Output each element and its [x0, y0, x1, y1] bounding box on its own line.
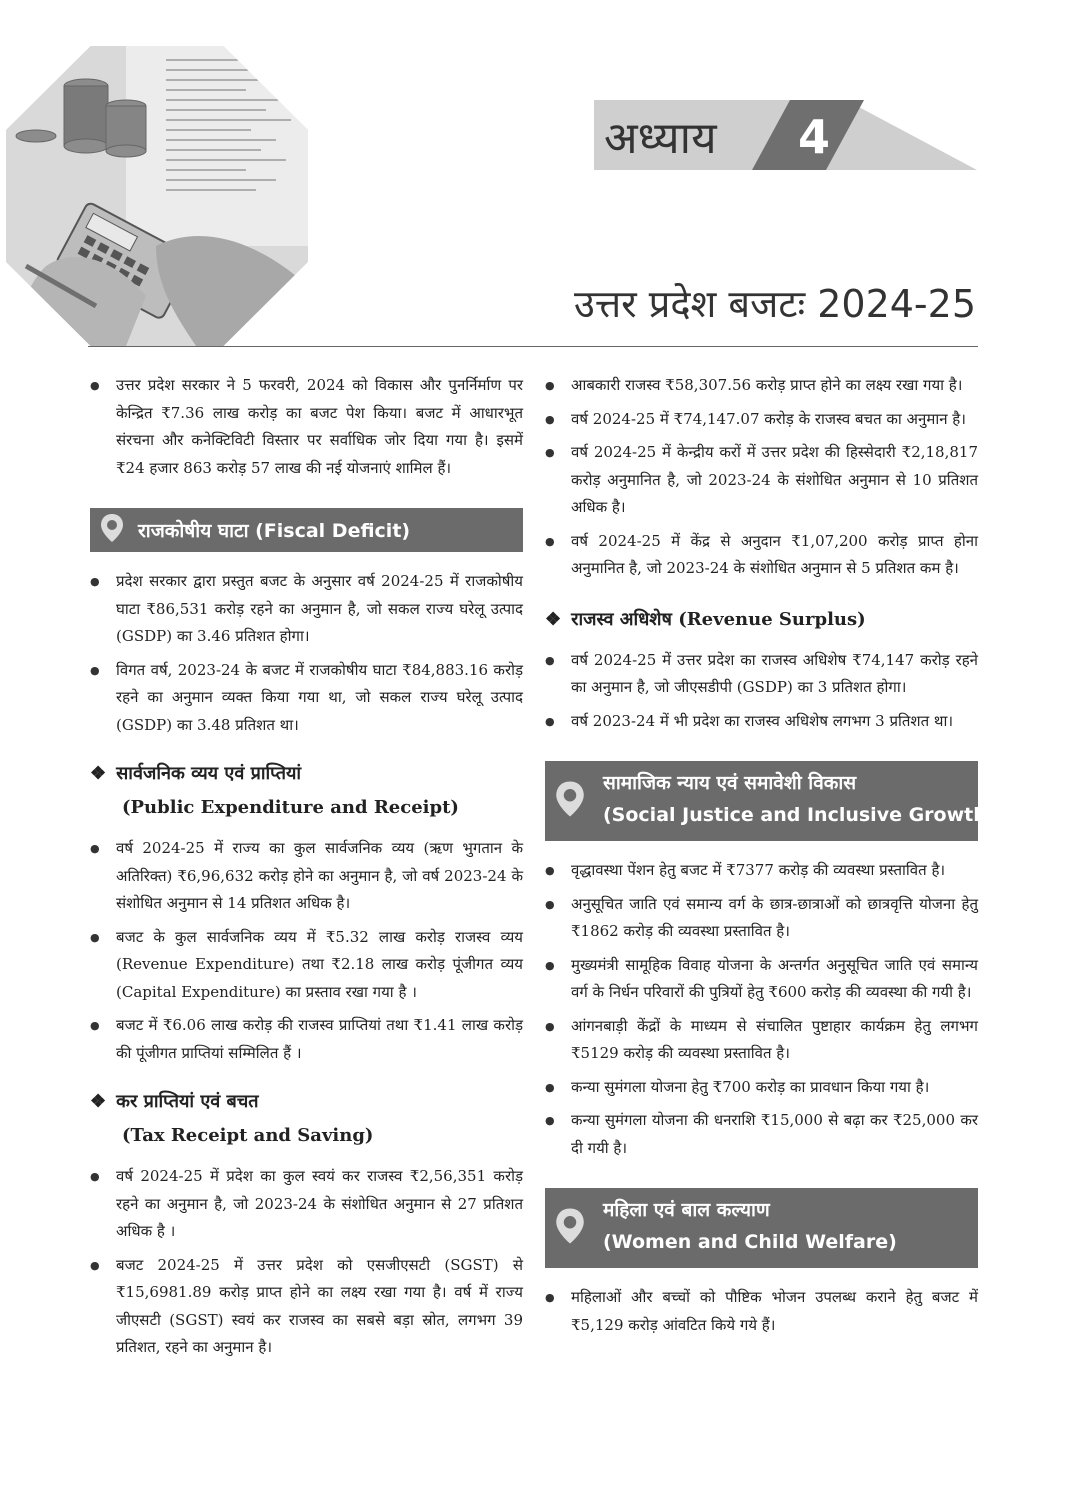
social-justice-list	[545, 857, 978, 1162]
pub-heading-hi: सार्वजनिक व्यय एवं प्राप्तियां	[116, 763, 302, 784]
list-item: ● बजट 2024-25 में उत्तर प्रदेश को एसजीएसटी (SGST) से ₹15,6981.89 करोड़ प्राप्त होने का लक्ष्य रखा गया है। वर्ष में राज्य जीएसटी (SGST) स्वयं कर राजस्व का सबसे बड़ा स्रोत, लगभग 39 प्रतिशत, रहने का अनुमान है।	[90, 1252, 523, 1362]
right-column	[545, 372, 996, 1345]
tax-heading-en: (Tax Receipt and Saving)	[122, 1125, 374, 1146]
diamond-bullet-icon: ❖	[90, 1091, 107, 1112]
list-item: ● वर्ष 2024-25 में उत्तर प्रदेश का राजस्व अधिशेष ₹74,147 करोड़ रहने का अनुमान है, जो जीएसडीपी (GSDP) का 3 प्रतिशत होगा।	[545, 647, 978, 702]
women-child-heading	[545, 1188, 978, 1268]
tax-receipt-list-continued	[545, 372, 978, 583]
list-item: ● वर्ष 2024-25 में राज्य का कुल सार्वजनिक व्यय (ऋण भुगतान के अतिरिक्त) ₹6,96,632 करोड़ होने का अनुमान है, जो वर्ष 2023-24 के संशोधित अनुमान से 14 प्रतिशत अधिक है।	[90, 835, 523, 918]
list-item: ● वर्ष 2023-24 में भी प्रदेश का राजस्व अधिशेष लगभग 3 प्रतिशत था।	[545, 708, 978, 736]
social-justice-heading	[545, 761, 996, 841]
diamond-bullet-icon: ❖	[545, 608, 562, 630]
fiscal-deficit-heading	[90, 508, 523, 552]
social-heading-text	[603, 767, 995, 831]
tax-heading-hi: कर प्राप्तियां एवं बचत	[116, 1091, 259, 1112]
women-heading-text	[603, 1194, 897, 1258]
map-pin-icon	[100, 513, 124, 547]
fiscal-list	[90, 568, 523, 739]
tax-receipt-list	[90, 1163, 523, 1362]
list-item: ● बजट में ₹6.06 लाख करोड़ की राजस्व प्राप्तियां तथा ₹1.41 लाख करोड़ की पूंजीगत प्राप्तियां सम्मिलित हैं ।	[90, 1012, 523, 1067]
surplus-heading-text: राजस्व अधिशेष (Revenue Surplus)	[571, 608, 866, 630]
list-item: ● वृद्धावस्था पेंशन हेतु बजट में ₹7377 करोड़ की व्यवस्था प्रस्तावित है।	[545, 857, 978, 885]
list-item: ● प्रदेश सरकार द्वारा प्रस्तुत बजट के अनुसार वर्ष 2024-25 में राजकोषीय घाटा ₹86,531 करोड़ रहने का अनुमान है, जो सकल राज्य घरेलू उत्पाद (GSDP) का 3.46 प्रतिशत होगा।	[90, 568, 523, 651]
list-item: ● आबकारी राजस्व ₹58,307.56 करोड़ प्राप्त होने का लक्ष्य रखा गया है।	[545, 372, 978, 400]
header-divider	[88, 346, 978, 347]
list-item: ● कन्या सुमंगला योजना की धनराशि ₹15,000 से बढ़ा कर ₹25,000 कर दी गयी है।	[545, 1107, 978, 1162]
list-item: ● वर्ष 2024-25 में केंद्र से अनुदान ₹1,07,200 करोड़ प्राप्त होना अनुमानित है, जो 2023-24 के संशोधित अनुमान से 5 प्रतिशत कम है।	[545, 528, 978, 583]
tax-receipt-heading	[90, 1085, 523, 1153]
social-heading-en: (Social Justice and Inclusive Growth)	[603, 804, 996, 826]
revenue-surplus-list	[545, 647, 978, 736]
chapter-heading	[594, 100, 977, 170]
women-child-list	[545, 1284, 978, 1339]
intro-list	[90, 372, 523, 482]
public-expenditure-heading	[90, 757, 523, 825]
public-expenditure-list	[90, 835, 523, 1067]
list-item: ● विगत वर्ष, 2023-24 के बजट में राजकोषीय घाटा ₹84,883.16 करोड़ रहने का अनुमान व्यक्त किया गया था, जो सकल राज्य घरेलू उत्पाद (GSDP) का 3.48 प्रतिशत था।	[90, 657, 523, 740]
list-item: ● वर्ष 2024-25 में ₹74,147.07 करोड़ के राजस्व बचत का अनुमान है।	[545, 406, 978, 434]
list-item: ● उत्तर प्रदेश सरकार ने 5 फरवरी, 2024 को विकास और पुनर्निर्माण पर केन्द्रित ₹7.36 लाख करोड़ का बजट पेश किया। बजट में आधारभूत संरचना और कनेक्टिविटी विस्तार पर सर्वाधिक जोर दिया गया है। इसमें ₹24 हजार 863 करोड़ 57 लाख की नई योजनाएं शामिल हैं।	[90, 372, 523, 482]
chapter-number: 4	[797, 110, 830, 164]
map-pin-icon	[555, 780, 585, 822]
revenue-surplus-heading	[545, 603, 978, 637]
list-item: ● बजट के कुल सार्वजनिक व्यय में ₹5.32 लाख करोड़ राजस्व व्यय (Revenue Expenditure) तथा ₹2.18 लाख करोड़ पूंजीगत व्यय (Capital Expenditure) का प्रस्ताव रखा गया है ।	[90, 924, 523, 1007]
chapter-label: अध्याय	[604, 113, 717, 164]
social-heading-hi: सामाजिक न्याय एवं समावेशी विकास	[603, 772, 857, 794]
list-item: ● महिलाओं और बच्चों को पौष्टिक भोजन उपलब्ध कराने हेतु बजट में ₹5,129 करोड़ आंवटित किये गये हैं।	[545, 1284, 978, 1339]
list-item: ● कन्या सुमंगला योजना हेतु ₹700 करोड़ का प्रावधान किया गया है।	[545, 1074, 978, 1102]
list-item: ● अनुसूचित जाति एवं समान्य वर्ग के छात्र-छात्राओं को छात्रवृत्ति योजना हेतु ₹1862 करोड़ की व्यवस्था प्रस्तावित है।	[545, 891, 978, 946]
list-item: ● आंगनबाड़ी केंद्रों के माध्यम से संचालित पुष्टाहार कार्यक्रम हेतु लगभग ₹5129 करोड़ की व्यवस्था प्रस्तावित है।	[545, 1013, 978, 1068]
list-item: ● वर्ष 2024-25 में प्रदेश का कुल स्वयं कर राजस्व ₹2,56,351 करोड़ रहने का अनुमान है, जो 2023-24 के संशोधित अनुमान से 27 प्रतिशत अधिक है ।	[90, 1163, 523, 1246]
pub-heading-en: (Public Expenditure and Receipt)	[122, 797, 459, 818]
fiscal-heading-text: राजकोषीय घाटा (Fiscal Deficit)	[138, 520, 411, 542]
list-item: ● वर्ष 2024-25 में केन्द्रीय करों में उत्तर प्रदेश की हिस्सेदारी ₹2,18,817 करोड़ अनुमानित है, जो 2023-24 के संशोधित अनुमान से 10 प्रतिशत अधिक है।	[545, 439, 978, 522]
women-heading-hi: महिला एवं बाल कल्याण	[603, 1199, 770, 1221]
list-item: ● मुख्यमंत्री सामूहिक विवाह योजना के अन्तर्गत अनुसूचित जाति एवं समान्य वर्ग के निर्धन परिवारों की पुत्रियों हेतु ₹600 करोड़ की व्यवस्था की गयी है।	[545, 952, 978, 1007]
page-title: उत्तर प्रदेश बजटः 2024-25	[574, 282, 976, 326]
header-photo	[6, 46, 308, 346]
map-pin-icon	[555, 1207, 585, 1249]
left-column	[90, 372, 523, 1368]
women-heading-en: (Women and Child Welfare)	[603, 1231, 897, 1253]
diamond-bullet-icon: ❖	[90, 763, 107, 784]
